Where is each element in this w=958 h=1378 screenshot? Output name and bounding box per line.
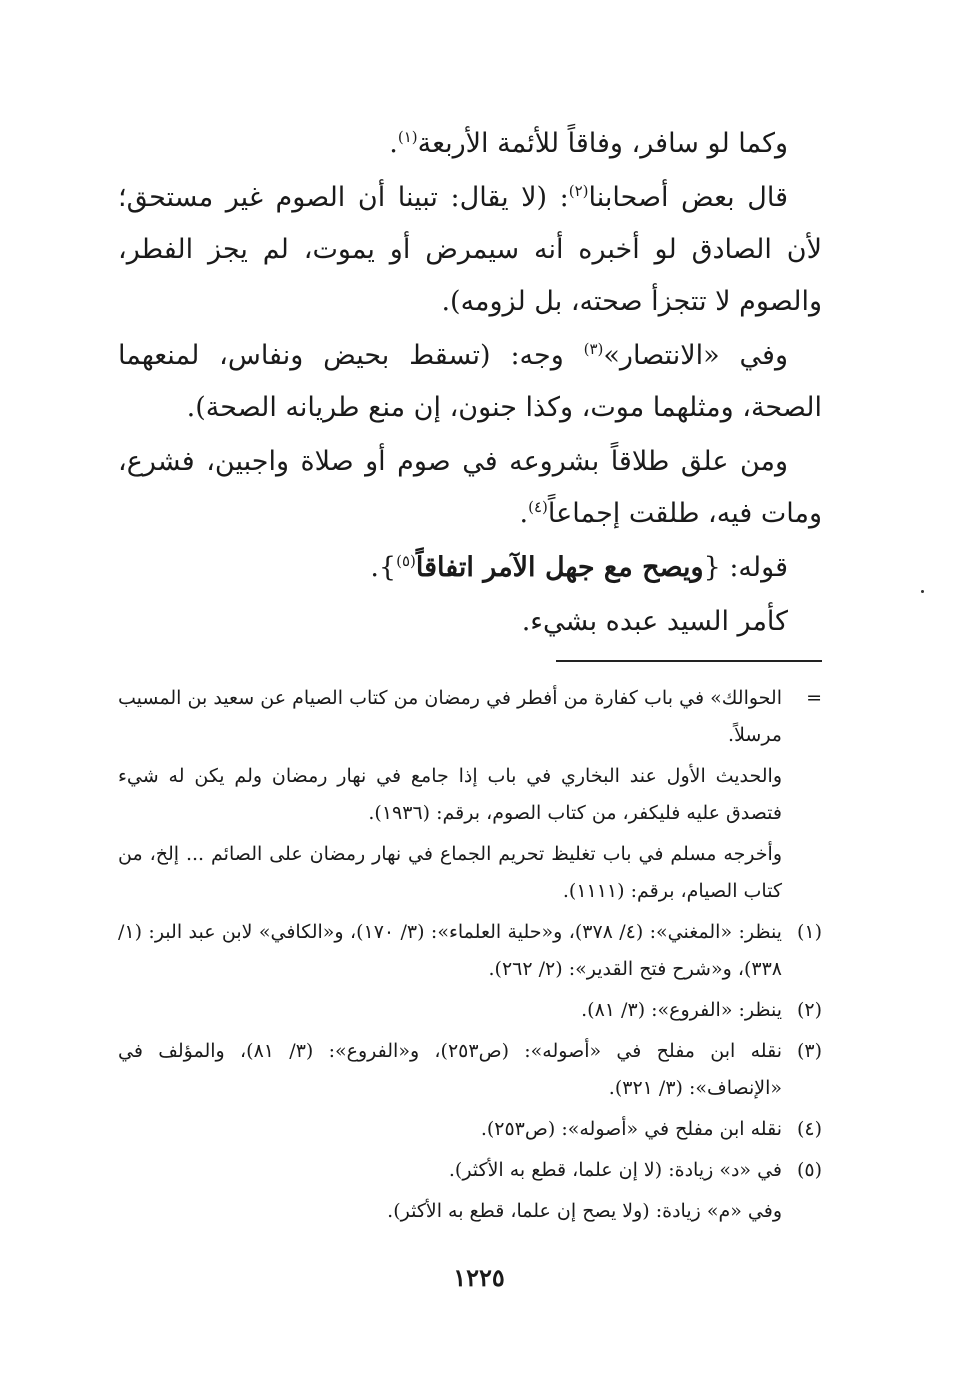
margin-dot	[921, 590, 924, 593]
footnote-number: (٥)	[796, 1159, 822, 1181]
footnote-number: (٤)	[796, 1118, 822, 1140]
footnote-continuation-3: وأخرجه مسلم في باب تغليظ تحريم الجماع في نهار رمضان على الصائم ... إلخ، من كتاب الصيام، برقم: (١١١١).	[118, 843, 782, 902]
footnote-number: (٣)	[796, 1040, 822, 1062]
paragraph-4: ومن علق طلاقاً بشروعه في صوم أو صلاة واجبين، فشرع، ومات فيه، طلقت إجماعاً$^{(٤)}$.	[118, 446, 822, 529]
footnote-ref-3: (٣)	[583, 340, 604, 358]
footnotes	[118, 680, 822, 1234]
quoted-text: ويصح مع جهل الآمر اتفاقاً	[415, 552, 704, 583]
footnote-separator	[556, 660, 822, 662]
footnote-ref-1: (١)	[397, 128, 418, 146]
footnote-ref-5: (٥)	[396, 552, 416, 570]
footnote-number: (٢)	[796, 999, 822, 1021]
paragraph-2: قال بعض أصحابنا$^{(٢)}$: (لا يقال: تبينا أن الصوم غير مستحق؛ لأن الصادق لو أخبره أنه سيمرض أو يموت، لم يجز الفطر، والصوم لا تتجزأ صحته، بل لزومه).	[118, 182, 822, 317]
footnote-continuation-2: والحديث الأول عند البخاري في باب إذا جامع في نهار رمضان ولم يكن له شيء فتصدق عليه فليكفر، من كتاب الصوم، برقم: (١٩٣٦).	[118, 765, 782, 824]
footnote-number: (١)	[796, 921, 822, 943]
footnote-5: (٥) في «د» زيادة: (لا إن علما، قطع به الأكثر).	[118, 1152, 822, 1189]
footnote-4: (٤) نقله ابن مفلح في «أصوله»: (ص٢٥٣).	[118, 1111, 822, 1148]
footnote-3: (٣) نقله ابن مفلح في «أصوله»: (ص٢٥٣)، و«الفروع»: (٣/ ٨١)، والمؤلف في «الإنصاف»: (٣/ ٣٢١).	[118, 1033, 822, 1107]
footnote-5-continued: وفي «م» زيادة: (ولا يصح إن علما، قطع به الأكثر).	[387, 1200, 782, 1222]
page-number: ١٢٢٥	[453, 1263, 505, 1292]
footnote-continuation-1: = الحوالك» في باب كفارة من أفطر في رمضان من كتاب الصيام عن سعيد بن المسيب مرسلاً.	[118, 680, 822, 754]
main-text	[118, 118, 822, 650]
paragraph-1: وكما لو سافر، وفاقاً للأئمة الأربعة$^{(١)}$.	[389, 128, 788, 159]
footnote-1: (١) ينظر: «المغني»: (٤/ ٣٧٨)، و«حلية العلماء»: (٣/ ١٧٠)، و«الكافي» لابن عبد البر: (١/ ٣٣٨)، و«شرح فتح القدير»: (٢/ ٢٦٢).	[118, 914, 822, 988]
continuation-marker: =	[806, 687, 822, 709]
footnote-ref-2: (٢)	[568, 182, 589, 200]
footnote-ref-4: (٤)	[528, 498, 548, 516]
footnote-2: (٢) ينظر: «الفروع»: (٣/ ٨١).	[118, 992, 822, 1029]
paragraph-3: وفي «الانتصار»$^{(٣)}$ وجه: (تسقط بحيض ونفاس، لمنعهما الصحة، ومثلهما موت، وكذا جنون، إن منع طريانه الصحة).	[118, 340, 822, 423]
paragraph-6: كأمر السيد عبده بشيء.	[521, 606, 788, 637]
paragraph-5-quote: قوله: {ويصح مع جهل الآمر اتفاقاً$^{(٥)}$}.	[370, 552, 788, 583]
